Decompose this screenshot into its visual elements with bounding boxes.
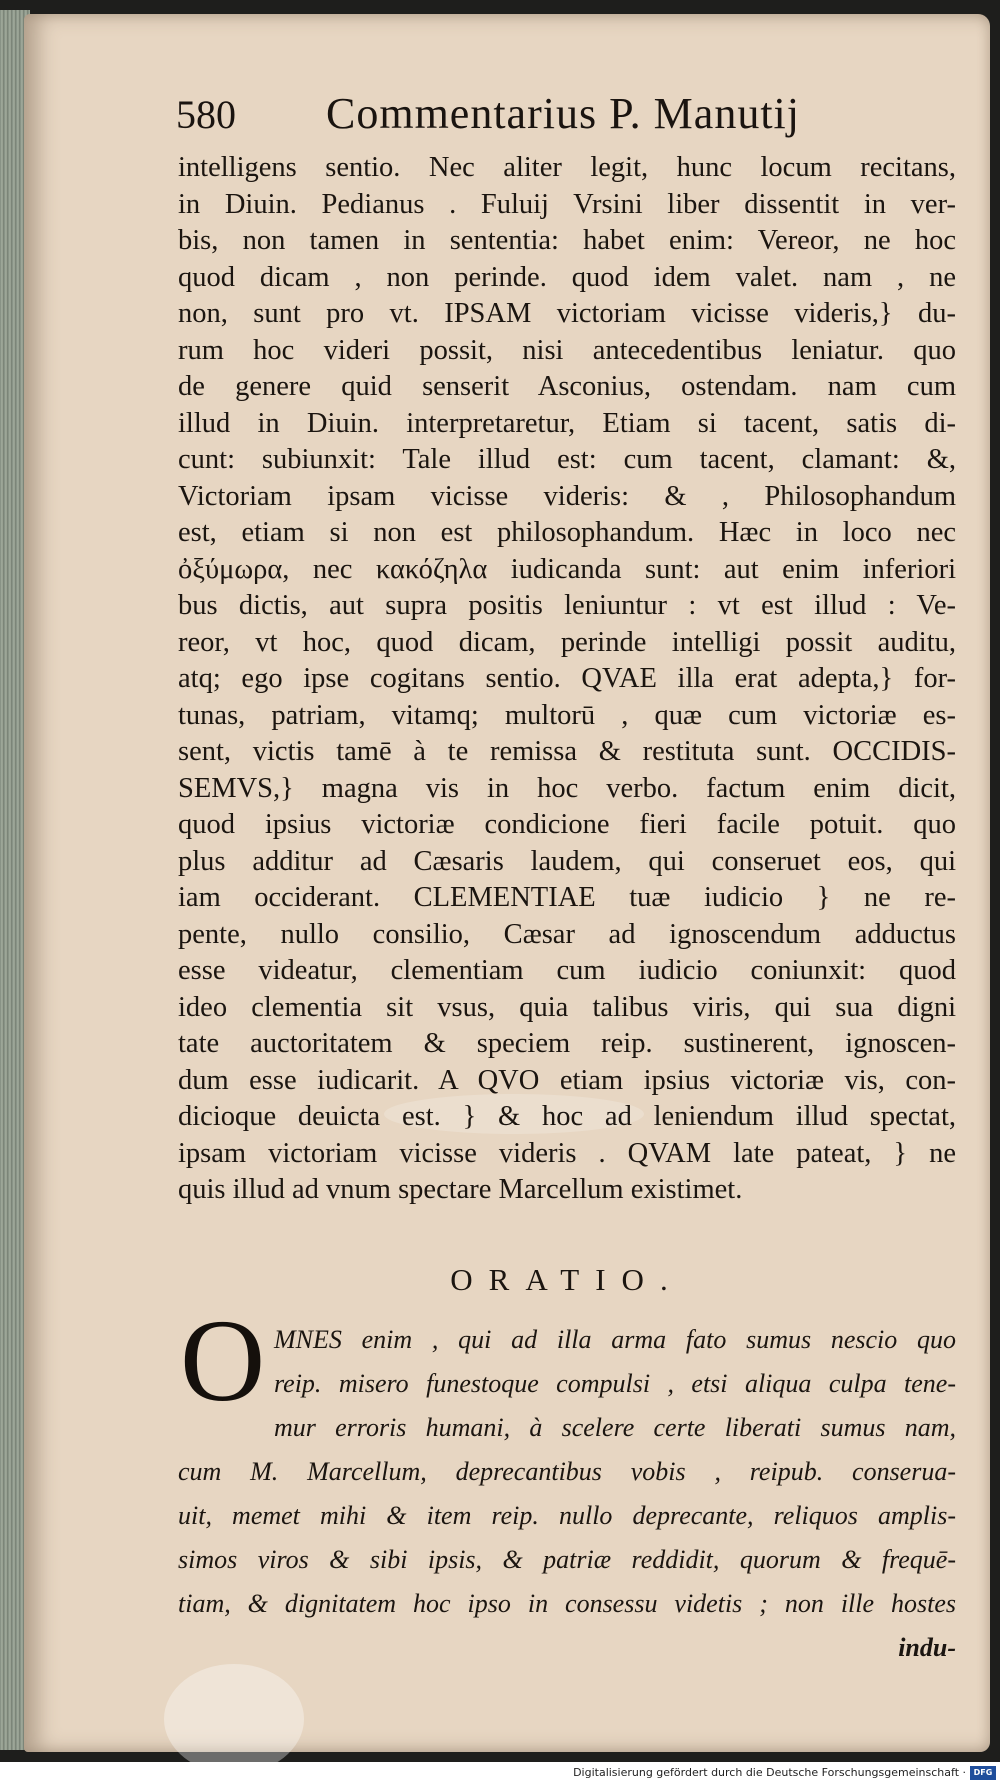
oratio-text bbox=[178, 1318, 956, 1670]
page-number: 580 bbox=[176, 92, 236, 137]
running-title: Commentarius P. Manutij bbox=[326, 89, 800, 138]
text-line: Victoriam ipsam vicisse videris: & , Philosophandum bbox=[178, 480, 956, 512]
drop-cap: O bbox=[180, 1295, 266, 1426]
text-line: atq; ego ipse cogitans sentio. QVAE illa erat adepta,} for- bbox=[178, 663, 956, 694]
text-line: est, etiam si non est philosophandum. Hæc in loco nec bbox=[178, 517, 956, 548]
text-line: quod ipsius victoriæ condicione fieri facile potuit. quo bbox=[178, 809, 956, 840]
text-line: tate auctoritatem & speciem reip. sustinerent, ignoscen- bbox=[178, 1028, 956, 1059]
oratio-line: mur erroris humani, à scelere certe liberati sumus nam, bbox=[274, 1413, 956, 1442]
text-line: quis illud ad vnum spectare Marcellum existimet. bbox=[178, 1174, 743, 1205]
oratio-line: MNES enim , qui ad illa arma fato sumus nescio quo bbox=[274, 1325, 956, 1354]
text-line: reor, vt hoc, quod dicam, perinde intelligi possit auditu, bbox=[178, 626, 956, 658]
text-line: esse videatur, clementiam cum iudicio coniunxit: quod bbox=[178, 955, 956, 986]
text-line: intelligens sentio. Nec aliter legit, hunc locum recitans, bbox=[178, 152, 956, 183]
text-line: pente, nullo consilio, Cæsar ad ignoscendum adductus bbox=[178, 918, 956, 950]
digitization-credit bbox=[0, 1762, 1000, 1784]
text-line: iam occiderant. CLEMENTIAE tuæ iudicio } ne re- bbox=[178, 882, 956, 913]
text-line: quod dicam , non perinde. quod idem valet. nam , ne bbox=[178, 261, 956, 293]
text-line: de genere quid senserit Asconius, ostendam. nam cum bbox=[178, 371, 956, 402]
oratio-line: tiam, & dignitatem hoc ipso in consessu videtis ; non ille hostes bbox=[178, 1589, 956, 1618]
catchword: indu- bbox=[898, 1633, 956, 1662]
text-line: cunt: subiunxit: Tale illud est: cum tacent, clamant: &, bbox=[178, 444, 956, 475]
text-line: SEMVS,} magna vis in hoc verbo. factum enim dicit, bbox=[178, 772, 956, 804]
running-head bbox=[176, 88, 946, 148]
text-line: ideo clementia sit vsus, quia talibus viris, qui sua digni bbox=[178, 991, 956, 1023]
text-line: ipsam victoriam vicisse videris . QVAM late pateat, } ne bbox=[178, 1137, 956, 1169]
oratio-line: reip. misero funestoque compulsi , etsi aliqua culpa tene- bbox=[274, 1369, 956, 1398]
text-line: tunas, patriam, vitamq; multorū , quæ cum victoriæ es- bbox=[178, 699, 956, 731]
text-line: sent, victis tamē à te remissa & restituta sunt. OCCIDIS- bbox=[178, 736, 956, 767]
dfg-logo: DFG bbox=[970, 1766, 996, 1780]
commentary-text bbox=[178, 150, 956, 1209]
oratio-line: simos viros & sibi ipsis, & patriæ reddidit, quorum & frequē- bbox=[178, 1545, 956, 1574]
text-line: in Diuin. Pedianus . Fuluij Vrsini liber dissentit in ver- bbox=[178, 188, 956, 220]
text-line: plus additur ad Cæsaris laudem, qui conseruet eos, qui bbox=[178, 845, 956, 877]
text-line: bis, non tamen in sententia: habet enim: Vereor, ne hoc bbox=[178, 225, 956, 256]
oratio-line: cum M. Marcellum, deprecantibus vobis , reipub. conserua- bbox=[178, 1457, 956, 1486]
text-line: ὀξύμωρα, nec κακόζηλα iudicanda sunt: aut enim inferiori bbox=[178, 553, 956, 585]
text-line: dicioque deuicta est. } & hoc ad leniendum illud spectat, bbox=[178, 1101, 956, 1132]
text-line: dum esse iudicarit. A QVO etiam ipsius victoriæ vis, con- bbox=[178, 1064, 956, 1096]
credit-text: Digitalisierung gefördert durch die Deutsche Forschungsgemeinschaft · bbox=[573, 1766, 966, 1779]
paper-stain bbox=[164, 1664, 304, 1774]
text-line: rum hoc videri possit, nisi antecedentibus leniatur. quo bbox=[178, 334, 956, 366]
oratio-line: uit, memet mihi & item reip. nullo deprecante, reliquos amplis- bbox=[178, 1501, 956, 1530]
text-line: illud in Diuin. interpretaretur, Etiam si tacent, satis di- bbox=[178, 407, 956, 439]
text-line: bus dictis, aut supra positis leniuntur : vt est illud : Ve- bbox=[178, 590, 956, 621]
oratio-heading: ORATIO. bbox=[450, 1262, 684, 1297]
text-line: non, sunt pro vt. IPSAM victoriam vicisse videris,} du- bbox=[178, 298, 956, 329]
